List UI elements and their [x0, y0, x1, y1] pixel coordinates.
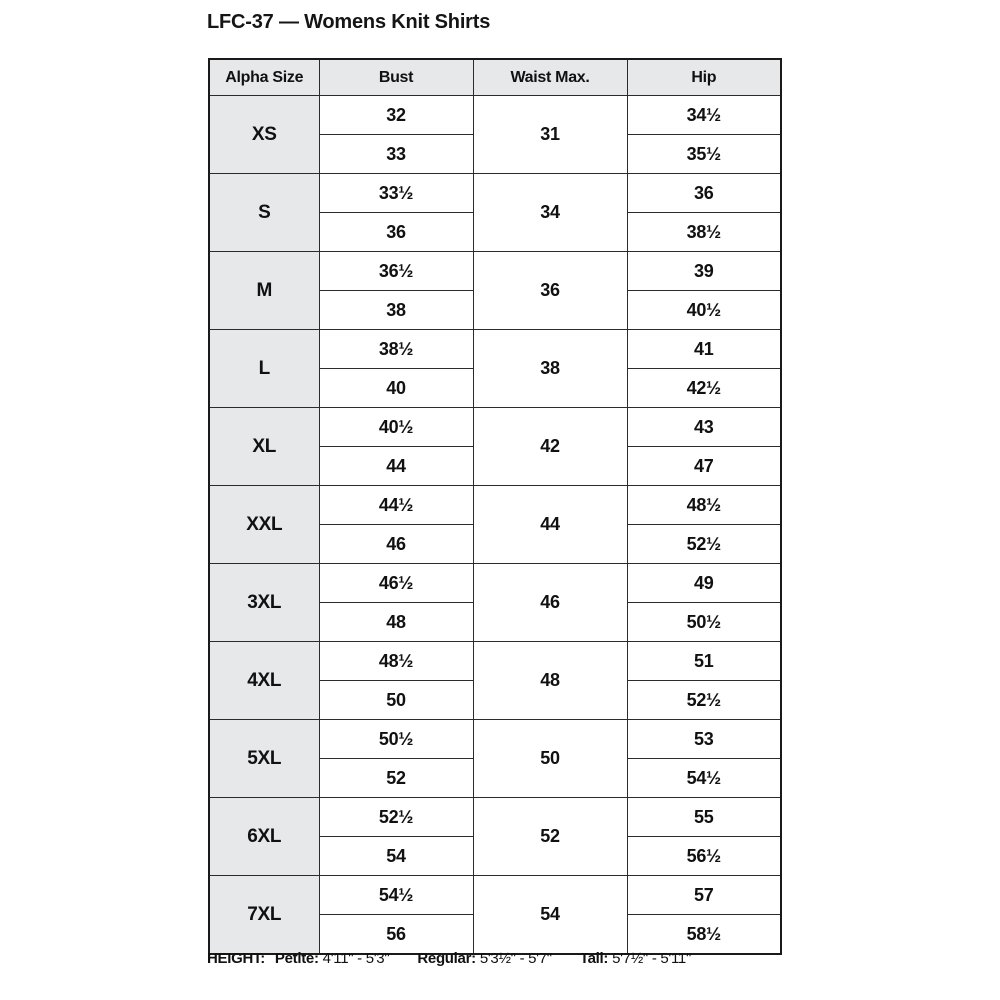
header-hip: Hip [627, 59, 781, 96]
cell-alpha-size: S [209, 174, 319, 252]
cell-alpha-size: 7XL [209, 876, 319, 955]
cell-hip-lower: 54½ [627, 759, 781, 798]
cell-alpha-size: 3XL [209, 564, 319, 642]
header-alpha-size: Alpha Size [209, 59, 319, 96]
cell-waist-max: 36 [473, 252, 627, 330]
height-label: HEIGHT: [207, 950, 265, 967]
cell-hip-upper: 36 [627, 174, 781, 213]
cell-bust-upper: 48½ [319, 642, 473, 681]
cell-alpha-size: XXL [209, 486, 319, 564]
cell-hip-lower: 38½ [627, 213, 781, 252]
cell-bust-lower: 48 [319, 603, 473, 642]
petite-value: 4'11" - 5'3" [322, 950, 390, 967]
cell-bust-lower: 46 [319, 525, 473, 564]
cell-alpha-size: 5XL [209, 720, 319, 798]
cell-bust-lower: 36 [319, 213, 473, 252]
cell-bust-upper: 54½ [319, 876, 473, 915]
table-header [209, 59, 781, 96]
cell-bust-lower: 54 [319, 837, 473, 876]
cell-hip-upper: 55 [627, 798, 781, 837]
header-row [209, 59, 781, 96]
cell-waist-max: 48 [473, 642, 627, 720]
tall-label: Tall: [579, 950, 609, 967]
petite-label: Petite: [274, 950, 319, 967]
cell-waist-max: 31 [473, 96, 627, 174]
cell-hip-upper: 48½ [627, 486, 781, 525]
cell-alpha-size: XS [209, 96, 319, 174]
table-row [209, 252, 781, 291]
cell-hip-upper: 51 [627, 642, 781, 681]
table-row [209, 798, 781, 837]
cell-waist-max: 42 [473, 408, 627, 486]
height-range-tall [580, 950, 691, 967]
regular-label: Regular: [417, 950, 476, 967]
cell-bust-upper: 44½ [319, 486, 473, 525]
table-row [209, 564, 781, 603]
cell-hip-lower: 50½ [627, 603, 781, 642]
header-bust: Bust [319, 59, 473, 96]
cell-hip-upper: 41 [627, 330, 781, 369]
page-title: LFC-37 — Womens Knit Shirts [207, 11, 491, 33]
table-row [209, 408, 781, 447]
height-footnote [207, 950, 719, 967]
cell-hip-lower: 52½ [627, 525, 781, 564]
cell-waist-max: 34 [473, 174, 627, 252]
cell-bust-upper: 40½ [319, 408, 473, 447]
cell-hip-upper: 43 [627, 408, 781, 447]
cell-hip-upper: 34½ [627, 96, 781, 135]
cell-hip-upper: 57 [627, 876, 781, 915]
table-row [209, 876, 781, 915]
table-row [209, 642, 781, 681]
cell-alpha-size: 6XL [209, 798, 319, 876]
cell-bust-upper: 46½ [319, 564, 473, 603]
cell-bust-upper: 36½ [319, 252, 473, 291]
cell-hip-lower: 35½ [627, 135, 781, 174]
cell-bust-lower: 44 [319, 447, 473, 486]
cell-waist-max: 46 [473, 564, 627, 642]
cell-hip-lower: 40½ [627, 291, 781, 330]
cell-alpha-size: M [209, 252, 319, 330]
cell-hip-lower: 42½ [627, 369, 781, 408]
cell-hip-upper: 39 [627, 252, 781, 291]
cell-bust-upper: 32 [319, 96, 473, 135]
cell-waist-max: 54 [473, 876, 627, 955]
cell-waist-max: 38 [473, 330, 627, 408]
cell-bust-lower: 38 [319, 291, 473, 330]
cell-waist-max: 50 [473, 720, 627, 798]
height-range-petite [275, 950, 389, 967]
size-chart-table [208, 58, 782, 955]
cell-hip-upper: 53 [627, 720, 781, 759]
table-row [209, 720, 781, 759]
cell-bust-upper: 52½ [319, 798, 473, 837]
cell-bust-lower: 50 [319, 681, 473, 720]
cell-waist-max: 44 [473, 486, 627, 564]
cell-hip-upper: 49 [627, 564, 781, 603]
regular-value: 5'3½" - 5'7" [479, 950, 552, 967]
height-range-regular [417, 950, 551, 967]
cell-bust-upper: 38½ [319, 330, 473, 369]
table-row [209, 330, 781, 369]
cell-hip-lower: 47 [627, 447, 781, 486]
header-waist-max: Waist Max. [473, 59, 627, 96]
cell-bust-upper: 33½ [319, 174, 473, 213]
table-row [209, 174, 781, 213]
cell-bust-lower: 40 [319, 369, 473, 408]
cell-hip-lower: 52½ [627, 681, 781, 720]
cell-bust-lower: 52 [319, 759, 473, 798]
table-row [209, 486, 781, 525]
cell-alpha-size: L [209, 330, 319, 408]
cell-alpha-size: XL [209, 408, 319, 486]
cell-bust-lower: 33 [319, 135, 473, 174]
cell-bust-lower: 56 [319, 915, 473, 955]
table-row [209, 96, 781, 135]
cell-alpha-size: 4XL [209, 642, 319, 720]
cell-bust-upper: 50½ [319, 720, 473, 759]
cell-waist-max: 52 [473, 798, 627, 876]
size-table-body [209, 96, 781, 955]
cell-hip-lower: 58½ [627, 915, 781, 955]
cell-hip-lower: 56½ [627, 837, 781, 876]
tall-value: 5'7½" - 5'11" [612, 950, 691, 967]
